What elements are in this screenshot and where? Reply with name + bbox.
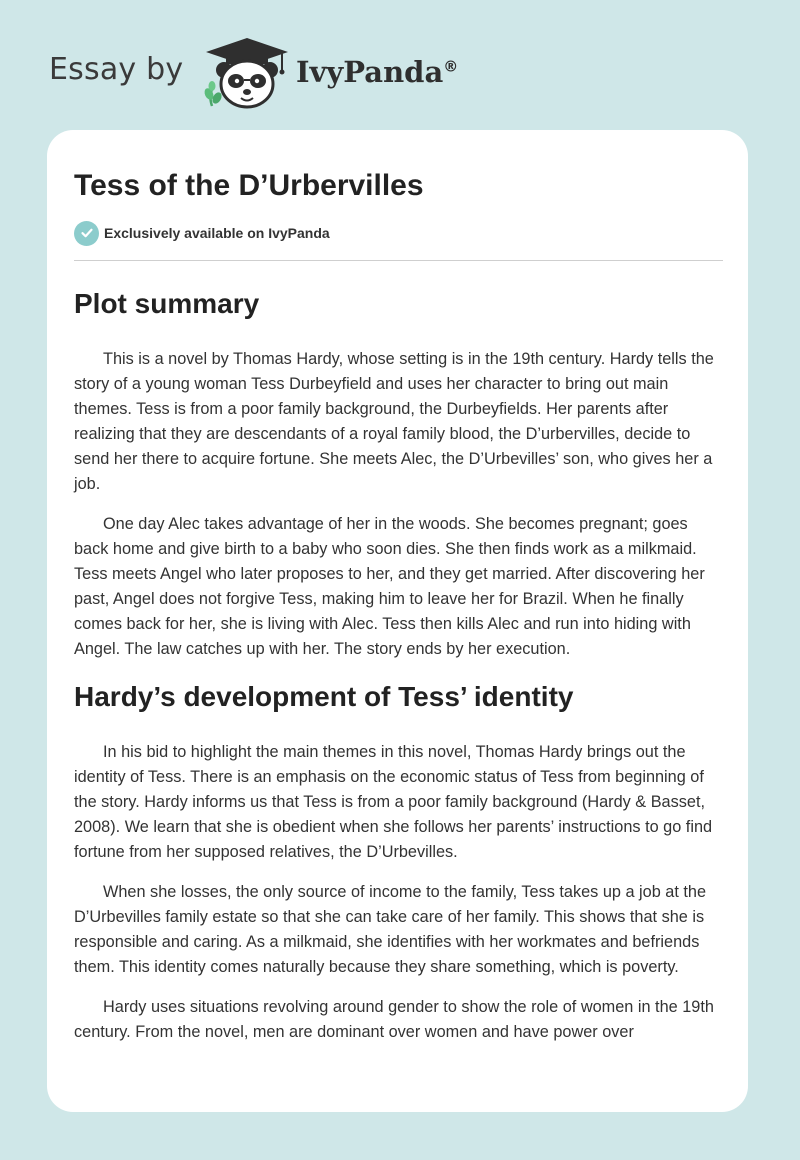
essay-by-label: Essay by <box>49 52 184 87</box>
essay-content <box>74 130 723 1045</box>
site-header <box>0 0 800 130</box>
paragraph: One day Alec takes advantage of her in the woods. She becomes pregnant; goes back home and give birth to a baby who soon dies. She then finds work as a milkmaid. Tess meets Angel who later proposes to her, and they get married. After discovering her past, Angel does not forgive Tess, making him to leave her for Brazil. When he finally comes back for her, she is living with Alec. Tess then kills Alec and run into hiding with Angel. The law catches up with her. The story ends by her execution. <box>74 515 705 658</box>
registered-mark: ® <box>443 57 459 76</box>
exclusive-badge <box>74 220 723 246</box>
exclusive-badge-text: Exclusively available on IvyPanda <box>104 225 330 241</box>
paragraph: In his bid to highlight the main themes in this novel, Thomas Hardy brings out the identity of Tess. There is an emphasis on the economic status of Tess from beginning of the story. Hardy informs us that Tess is from a poor family background (Hardy & Basset, 2008). We learn that she is obedient when she follows her parents’ instructions to go find fortune from her supposed relatives, the D’Urbevilles. <box>74 743 713 861</box>
section-heading-plot-summary: Plot summary <box>74 288 260 319</box>
brand-name-text: IvyPanda <box>296 55 444 89</box>
paragraph: When she losses, the only source of income to the family, Tess takes up a job at the D’Urbevilles family estate so that she can take care of her family. This shows that she is responsible and caring. As a milkmaid, she identifies with her workmates and befriends them. This identity comes naturally because they share something, which is poverty. <box>74 883 707 976</box>
title-divider <box>74 260 723 261</box>
essay-card <box>47 130 748 1112</box>
ivypanda-brand[interactable] <box>296 55 458 89</box>
paragraph: Hardy uses situations revolving around gender to show the role of women in the 19th century. From the novel, men are dominant over women and have power over <box>74 998 714 1041</box>
panda-graduate-icon[interactable] <box>202 36 292 110</box>
check-icon <box>74 221 99 246</box>
page-title: Tess of the D’Urbervilles <box>74 169 424 202</box>
section-heading-tess-identity: Hardy’s development of Tess’ identity <box>74 681 574 712</box>
paragraph: This is a novel by Thomas Hardy, whose setting is in the 19th century. Hardy tells the story of a young woman Tess Durbeyfield and uses her character to bring out main themes. Tess is from a poor family background, the Durbeyfields. Her parents after realizing that they are descendants of a royal family blood, the D’urbervilles, decide to send her there to acquire fortune. She meets Alec, the D’Urbevilles’ son, who gives her a job. <box>74 350 714 493</box>
